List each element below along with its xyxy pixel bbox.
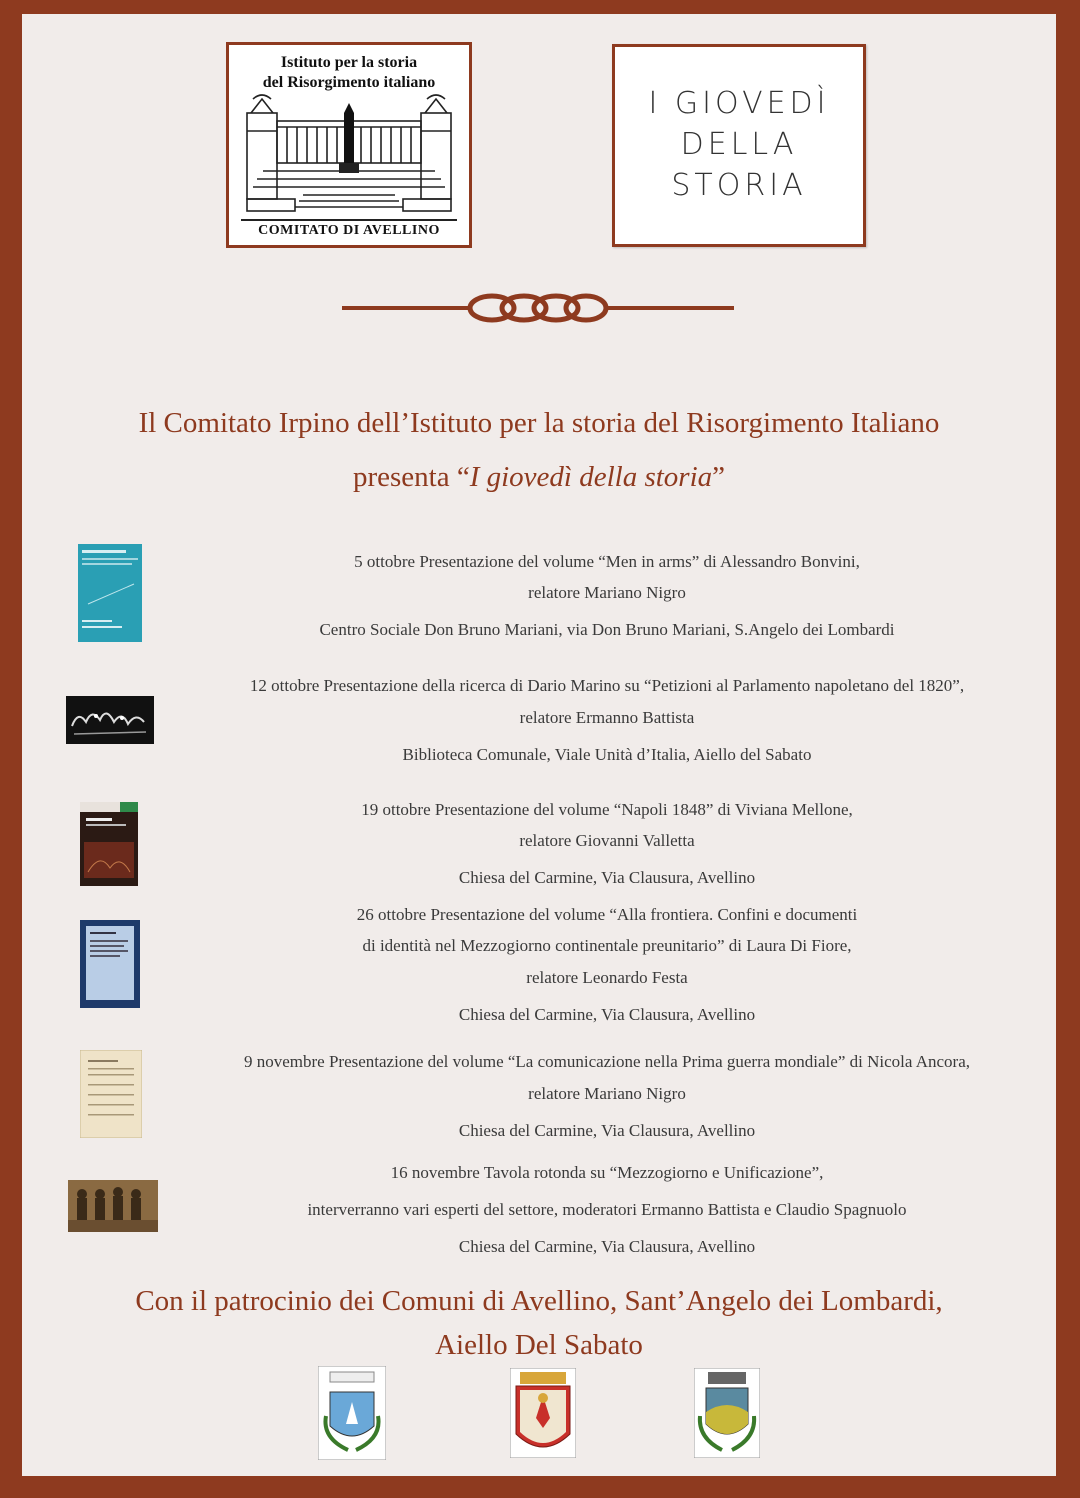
ornamental-divider xyxy=(342,290,734,326)
event-3-venue: Chiesa del Carmine, Via Clausura, Avellino xyxy=(458,868,756,887)
archive-photo-tavola-rotonda xyxy=(68,1180,158,1232)
close-quote: ” xyxy=(712,461,726,493)
archive-photo-petizioni xyxy=(66,696,154,744)
book-cover-alla-frontiera xyxy=(80,920,140,1008)
series-logo-text xyxy=(615,83,863,206)
poster xyxy=(22,14,1056,1476)
event-4-venue: Chiesa del Carmine, Via Clausura, Avellino xyxy=(458,1005,756,1024)
event-5-title: 9 novembre Presentazione del volume “La comunicazione nella Prima guerra mondiale” di Nicola Ancora, xyxy=(243,1052,970,1071)
book-cover-comunicazione xyxy=(80,1050,142,1138)
patronage-line1: Con il patrocinio dei Comuni di Avellino, Sant’Angelo dei Lombardi, xyxy=(135,1285,943,1317)
event-4-title: 26 ottobre Presentazione del volume “Alla frontiera. Confini e documenti xyxy=(356,905,858,924)
series-title: I giovedì della storia xyxy=(469,461,713,493)
event-2-speaker: relatore Ermanno Battista xyxy=(519,708,695,727)
series-logo-line3: STORIA xyxy=(671,168,807,203)
event-5-venue: Chiesa del Carmine, Via Clausura, Avellino xyxy=(458,1121,756,1140)
vittoriano-monument-icon xyxy=(243,91,455,213)
event-3-speaker: relatore Giovanni Valletta xyxy=(519,831,695,850)
event-2-title: 12 ottobre Presentazione della ricerca di Dario Marino su “Petizioni al Parlamento napoletano del 1820”, xyxy=(249,676,965,695)
event-1-speaker: relatore Mariano Nigro xyxy=(528,583,686,602)
intro-line: Il Comitato Irpino dell’Istituto per la storia del Risorgimento Italiano xyxy=(138,407,940,439)
series-logo-line1: I GIOVEDÌ xyxy=(648,86,830,121)
event-6-title: 16 novembre Tavola rotonda su “Mezzogiorno e Unificazione”, xyxy=(390,1163,824,1182)
series-logo xyxy=(612,44,866,247)
santangelo-crest-icon xyxy=(510,1368,576,1458)
avellino-crest-icon xyxy=(318,1366,386,1460)
event-5-speaker: relatore Mariano Nigro xyxy=(528,1084,686,1103)
book-cover-men-in-arms xyxy=(78,544,142,642)
book-cover-napoli-1848 xyxy=(80,802,138,886)
series-logo-line2: DELLA xyxy=(680,127,798,162)
event-3-title: 19 ottobre Presentazione del volume “Napoli 1848” di Viviana Mellone, xyxy=(361,800,853,819)
institute-logo xyxy=(226,42,472,248)
event-6-participants: interverranno vari esperti del settore, moderatori Ermanno Battista e Claudio Spagnuolo xyxy=(307,1200,907,1219)
aiello-crest-icon xyxy=(694,1368,760,1458)
logo-title-line2: del Risorgimento italiano xyxy=(262,74,436,91)
event-4-speaker: relatore Leonardo Festa xyxy=(526,968,688,987)
event-1-title: 5 ottobre Presentazione del volume “Men in arms” di Alessandro Bonvini, xyxy=(354,552,860,571)
presenta-text: presenta “ xyxy=(352,461,470,493)
event-4-subtitle: di identità nel Mezzogiorno continentale preunitario” di Laura Di Fiore, xyxy=(362,936,852,955)
patronage-line2: Aiello Del Sabato xyxy=(435,1329,643,1361)
event-2-venue: Biblioteca Comunale, Viale Unità d’Italia, Aiello del Sabato xyxy=(402,745,812,764)
intro-presenta xyxy=(22,460,1056,494)
logo-title-line1: Istituto per la storia xyxy=(280,54,418,71)
institute-logo-footer: COMITATO DI AVELLINO xyxy=(241,219,457,239)
event-6-venue: Chiesa del Carmine, Via Clausura, Avellino xyxy=(458,1237,756,1256)
institute-logo-title xyxy=(229,53,469,93)
event-1-venue: Centro Sociale Don Bruno Mariani, via Don Bruno Mariani, S.Angelo dei Lombardi xyxy=(319,620,895,639)
